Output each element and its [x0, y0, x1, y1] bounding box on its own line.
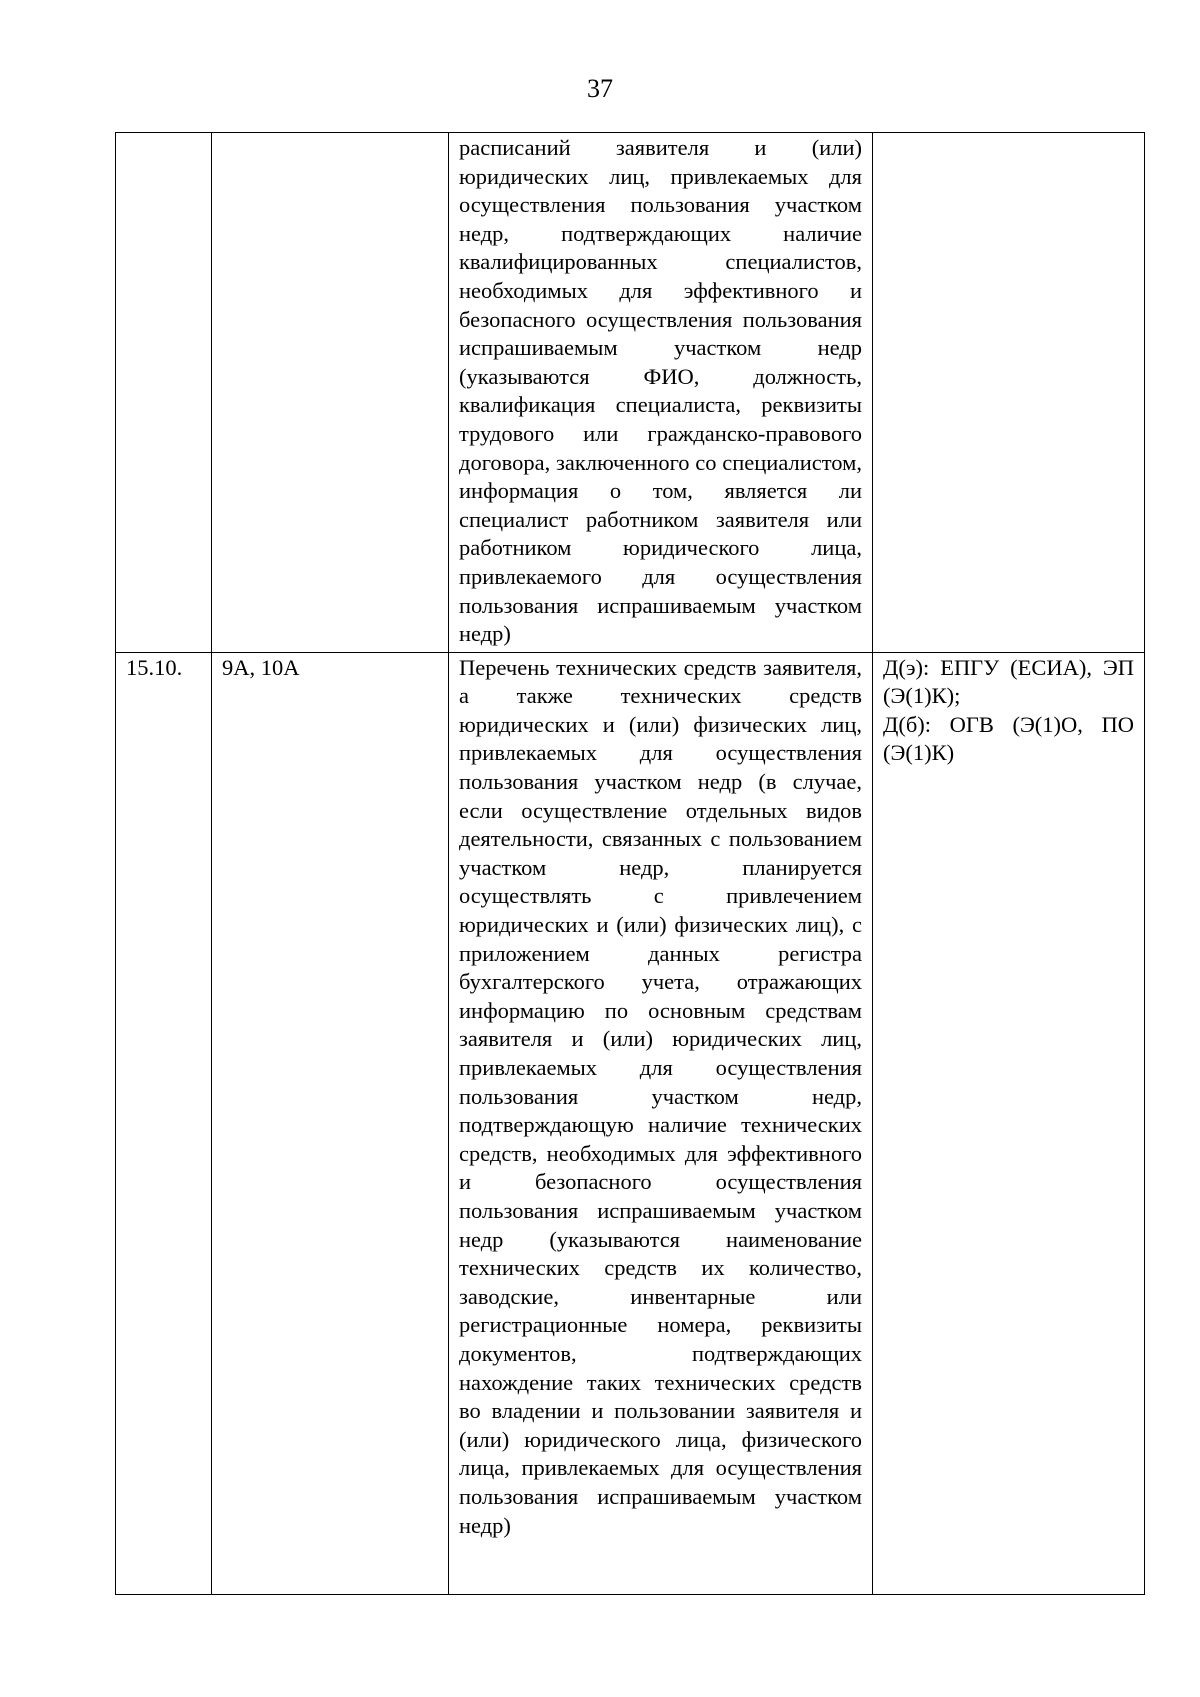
source-entry: Д(э): ЕПГУ (ЕСИА), ЭП (Э(1)К);	[883, 654, 1134, 709]
row-sources-cell	[873, 652, 1145, 1594]
row-code-cell: 9А, 10А	[212, 652, 449, 1594]
table-row	[116, 133, 1145, 653]
requirements-table	[115, 132, 1145, 1595]
page-number: 37	[587, 74, 613, 103]
table-row	[116, 652, 1145, 1594]
row-number-cell	[116, 133, 212, 653]
row-number-cell: 15.10.	[116, 652, 212, 1594]
row-description-cell: расписаний заявителя и (или) юридических лиц, привлекаемых для осуществления пользования участком недр, подтверждающих наличие квалифицированных специалистов, необходимых для эффективного и безопасного осуществления пользования испрашиваемым участком недр (указываются ФИО, должность, квалификация специалиста, реквизиты трудового или гражданско-правового договора, заключенного со специалистом, информация о том, является ли специалист работником заявителя или работником юридического лица, привлекаемого для осуществления пользования испрашиваемым участком недр)	[449, 133, 873, 653]
row-sources-cell	[873, 133, 1145, 653]
row-code-cell	[212, 133, 449, 653]
source-entry: Д(б): ОГВ (Э(1)О, ПО (Э(1)К)	[883, 711, 1134, 766]
row-description-cell: Перечень технических средств заявителя, а также технических средств юридических и (или) физических лиц, привлекаемых для осуществления пользования участком недр (в случае, если осуществление отдельных видов деятельности, связанных с пользованием участком недр, планируется осуществлять с привлечением юридических и (или) физических лиц), с приложением данных регистра бухгалтерского учета, отражающих информацию по основным средствам заявителя и (или) юридических лиц, привлекаемых для осуществления пользования участком недр, подтверждающую наличие технических средств, необходимых для эффективного и безопасного осуществления пользования испрашиваемым участком недр (указываются наименование технических средств их количество, заводские, инвентарные или регистрационные номера, реквизиты документов, подтверждающих нахождение таких технических средств во владении и пользовании заявителя и (или) юридического лица, физического лица, привлекаемых для осуществления пользования испрашиваемым участком недр)	[449, 652, 873, 1594]
